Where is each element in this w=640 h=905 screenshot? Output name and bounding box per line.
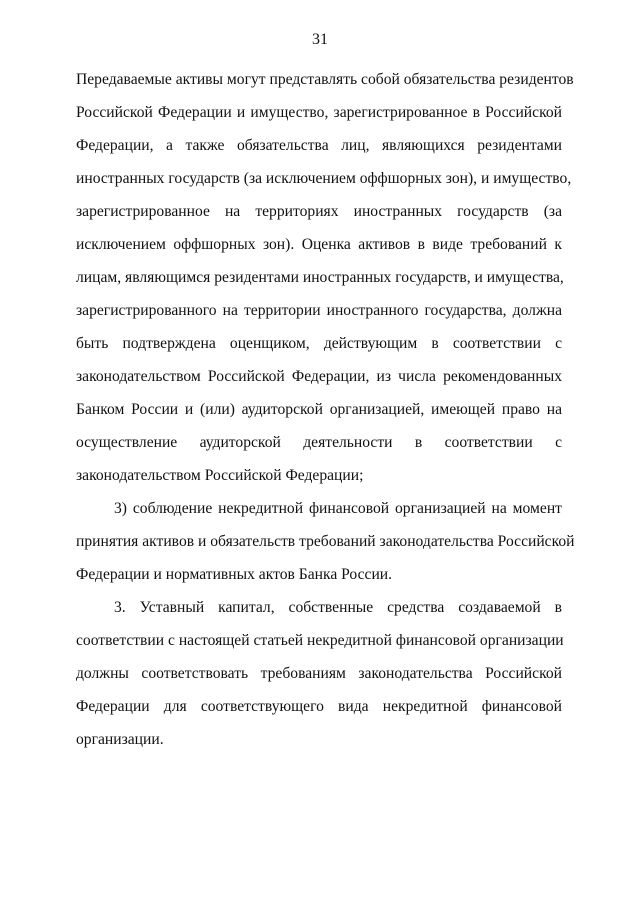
text-line: исключением оффшорных зон). Оценка активов в виде требований к bbox=[76, 236, 562, 253]
text-line: 3. Уставный капитал, собственные средства создаваемой в bbox=[114, 599, 562, 616]
text-line: Банком России и (или) аудиторской организацией, имеющей право на bbox=[76, 401, 562, 418]
text-line: зарегистрированного на территории иностранного государства, должна bbox=[76, 302, 562, 319]
text-line: законодательством Российской Федерации, из числа рекомендованных bbox=[76, 368, 562, 385]
paragraph-section-3 bbox=[76, 591, 562, 756]
paragraph-assets bbox=[76, 63, 574, 492]
text-line: Федерации для соответствующего вида некредитной финансовой bbox=[76, 698, 562, 715]
document-body bbox=[76, 63, 575, 756]
text-line: Передаваемые активы могут представлять собой обязательства резидентов bbox=[76, 71, 574, 88]
text-line: законодательством Российской Федерации; bbox=[76, 467, 364, 484]
text-line: Федерации, а также обязательства лиц, являющихся резидентами bbox=[76, 137, 562, 154]
text-line: иностранных государств (за исключением оффшорных зон), и имущество, bbox=[76, 170, 572, 187]
text-line: организации. bbox=[76, 731, 164, 748]
text-line: 3) соблюдение некредитной финансовой организацией на момент bbox=[114, 500, 562, 517]
text-line: быть подтверждена оценщиком, действующим в соответствии с bbox=[76, 335, 562, 352]
text-line: принятия активов и обязательств требований законодательства Российской bbox=[76, 533, 575, 550]
text-line: зарегистрированное на территориях иностранных государств (за bbox=[76, 203, 562, 220]
text-line: Федерации и нормативных актов Банка России. bbox=[76, 566, 393, 583]
page-number: 31 bbox=[312, 31, 328, 48]
text-line: соответствии с настоящей статьей некредитной финансовой организации bbox=[76, 632, 564, 649]
paragraph-item-3 bbox=[76, 492, 575, 591]
text-line: осуществление аудиторской деятельности в соответствии с bbox=[76, 434, 562, 451]
text-line: лицам, являющимся резидентами иностранных государств, и имущества, bbox=[76, 269, 564, 286]
text-line: должны соответствовать требованиям законодательства Российской bbox=[76, 665, 562, 682]
text-line: Российской Федерации и имущество, зарегистрированное в Российской bbox=[76, 104, 562, 121]
